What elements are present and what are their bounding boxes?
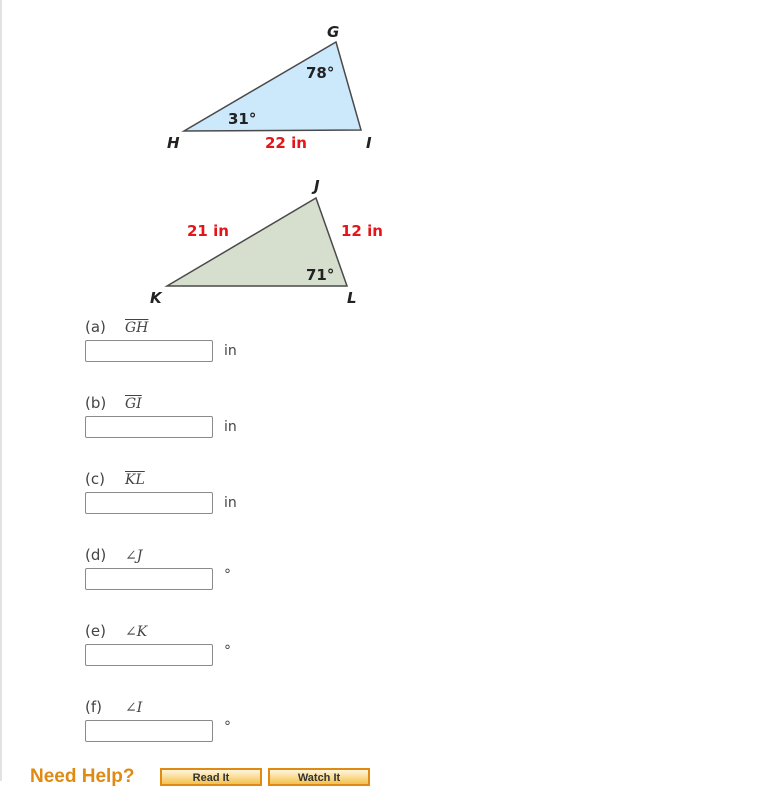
angle-h-label: 31° bbox=[228, 110, 257, 128]
part-f-label bbox=[85, 698, 142, 716]
unit-in: in bbox=[224, 419, 237, 435]
vertex-h-label: H bbox=[167, 134, 180, 152]
side-jl-label: 12 in bbox=[341, 222, 383, 240]
part-d-letter: (d) bbox=[85, 546, 107, 564]
segment-kl: $\overline{KL}$ bbox=[125, 472, 145, 488]
angle-g-label: 78° bbox=[306, 64, 335, 82]
vertex-j-label: J bbox=[314, 177, 320, 195]
vertex-k-label: K bbox=[150, 289, 162, 307]
answer-input-kl[interactable] bbox=[85, 492, 213, 514]
need-help-title: Need Help? bbox=[30, 766, 135, 787]
answer-input-angle-k[interactable] bbox=[85, 644, 213, 666]
side-hi-label: 22 in bbox=[265, 134, 307, 152]
answer-input-angle-j[interactable] bbox=[85, 568, 213, 590]
vertex-g-label: G bbox=[327, 23, 340, 41]
read-it-button[interactable]: Read It bbox=[160, 768, 262, 786]
vertex-l-label: L bbox=[347, 289, 357, 307]
unit-in: in bbox=[224, 495, 237, 511]
watch-it-button[interactable]: Watch It bbox=[268, 768, 370, 786]
part-e-letter: (e) bbox=[85, 622, 106, 640]
part-b-letter: (b) bbox=[85, 394, 107, 412]
angle-j-item: ∠J bbox=[125, 548, 143, 564]
unit-degree: ° bbox=[224, 643, 231, 659]
answer-input-gh[interactable] bbox=[85, 340, 213, 362]
answer-input-gi[interactable] bbox=[85, 416, 213, 438]
part-d-label bbox=[85, 546, 142, 564]
part-a-label bbox=[85, 318, 148, 336]
answer-input-angle-i[interactable] bbox=[85, 720, 213, 742]
unit-in: in bbox=[224, 343, 237, 359]
part-c-label bbox=[85, 470, 145, 488]
angle-i-item: ∠I bbox=[125, 700, 143, 716]
part-f-letter: (f) bbox=[85, 698, 102, 716]
triangle-ghi bbox=[184, 42, 361, 131]
side-jk-label: 21 in bbox=[187, 222, 229, 240]
segment-gh: $\overline{GH}$ bbox=[125, 320, 149, 336]
part-a-letter: (a) bbox=[85, 318, 106, 336]
segment-gi: $\overline{GI}$ bbox=[125, 396, 142, 412]
figure-triangles bbox=[0, 0, 782, 320]
unit-degree: ° bbox=[224, 567, 231, 583]
part-e-label bbox=[85, 622, 147, 640]
angle-k-item: ∠K bbox=[125, 624, 148, 640]
vertex-i-label: I bbox=[366, 134, 372, 152]
unit-degree: ° bbox=[224, 719, 231, 735]
part-c-letter: (c) bbox=[85, 470, 105, 488]
part-b-label bbox=[85, 394, 142, 412]
angle-l-label: 71° bbox=[306, 266, 335, 284]
